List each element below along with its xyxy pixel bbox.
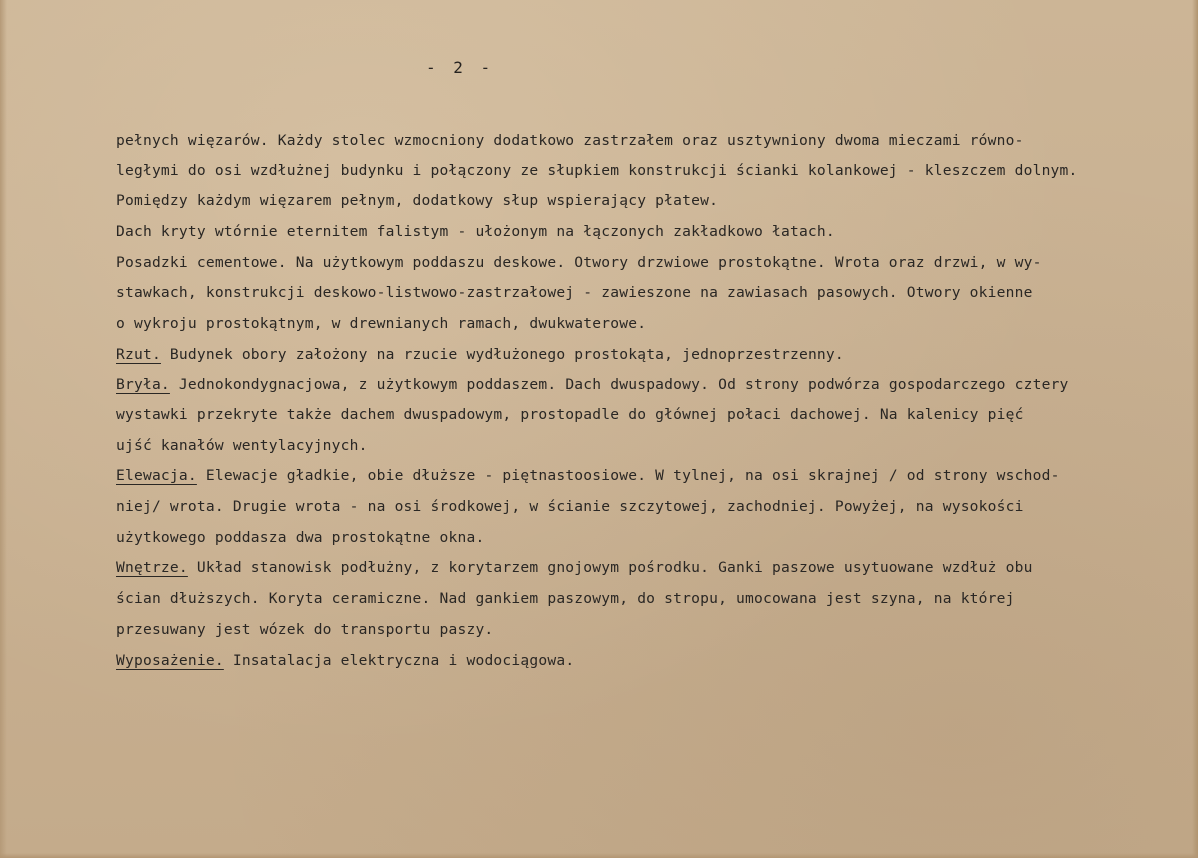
line-text: Posadzki cementowe. Na użytkowym poddaszu deskowe. Otwory drzwiowe prostokątne. Wrota oraz drzwi, w wy- [116,254,1042,271]
section-heading: Bryła. [116,376,170,393]
line-text: Elewacje gładkie, obie dłuższe - piętnastoosiowe. W tylnej, na osi skrajnej / od strony wschod- [196,467,1060,484]
text-line [116,161,1078,181]
text-line [116,191,718,211]
section-heading: Rzut. [116,346,161,363]
line-text: ścian dłuższych. Koryta ceramiczne. Nad gankiem paszowym, do stropu, umocowana jest szyna, na której [116,590,1015,607]
text-line [116,405,1024,425]
line-text: stawkach, konstrukcji deskowo-listwowo-zastrzałowej - zawieszone na zawiasach pasowych. Otwory okienne [116,284,1033,301]
line-text: Insatalacja elektryczna i wodociągowa. [223,652,575,669]
section-heading: Wnętrze. [116,559,188,576]
text-line [116,375,1069,395]
text-line [116,589,1015,609]
line-text: Pomiędzy każdym więzarem pełnym, dodatkowy słup wspierający płatew. [116,192,719,209]
line-text: użytkowego poddasza dwa prostokątne okna. [116,529,485,546]
line-text: Budynek obory założony na rzucie wydłużonego prostokąta, jednoprzestrzenny. [160,346,844,363]
section-heading: Elewacja. [116,467,197,484]
line-text: o wykroju prostokątnym, w drewnianych ramach, dwukwaterowe. [116,315,647,332]
section-heading: Wyposażenie. [116,652,224,669]
text-line [116,651,574,671]
page-number: - 2 - [426,58,495,77]
line-text: ległymi do osi wzdłużnej budynku i połączony ze słupkiem konstrukcji ścianki kolankowej - kleszczem dolnym. [116,162,1078,179]
line-text: pełnych więzarów. Każdy stolec wzmocniony dodatkowo zastrzałem oraz usztywniony dwoma mieczami równo- [116,132,1024,149]
text-line [116,222,835,242]
page-edge-right [1192,0,1198,858]
text-line [116,283,1033,303]
text-line [116,345,844,365]
line-text: Jednokondygnacjowa, z użytkowym poddaszem. Dach dwuspadowy. Od strony podwórza gospodarczego cztery [169,376,1069,393]
text-line [116,620,493,640]
text-line [116,558,1033,578]
text-line [116,466,1060,486]
line-text: niej/ wrota. Drugie wrota - na osi środkowej, w ścianie szczytowej, zachodniej. Powyżej, na wysokości [116,498,1024,515]
text-line [116,497,1024,517]
text-line [116,436,368,456]
text-line [116,528,484,548]
line-text: Układ stanowisk podłużny, z korytarzem gnojowym pośrodku. Ganki paszowe usytuowane wzdłuż obu [187,559,1033,576]
line-text: wystawki przekryte także dachem dwuspadowym, prostopadle do głównej połaci dachowej. Na kalenicy pięć [116,406,1024,423]
line-text: Dach kryty wtórnie eternitem falistym - ułożonym na łączonych zakładkowo łatach. [116,223,835,240]
line-text: przesuwany jest wózek do transportu paszy. [116,621,494,638]
text-line [116,253,1042,273]
text-line [116,131,1024,151]
text-line [116,314,646,334]
page-edge-bottom [0,853,1198,858]
page-edge-left [0,0,7,858]
line-text: ujść kanałów wentylacyjnych. [116,437,368,454]
